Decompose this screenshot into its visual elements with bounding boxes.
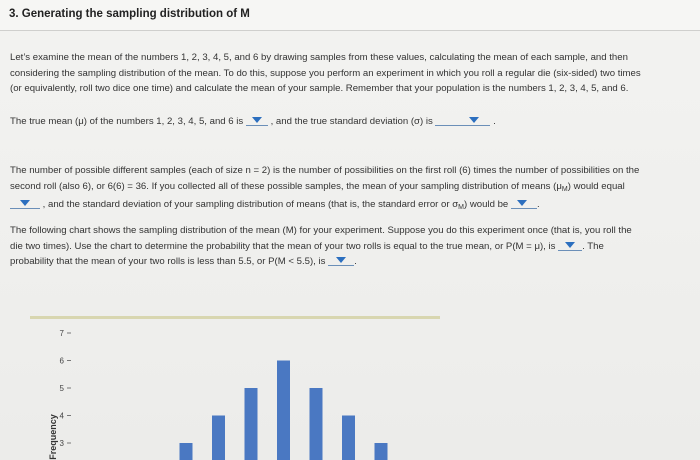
y-tick-label: 6 (59, 356, 64, 366)
histogram-bar (342, 416, 355, 460)
chart-question-line-2-end: . The (582, 240, 604, 252)
samples-line-2-text: second roll (also 6), or 6(6) = 36. If you collected all of these possible samples, the mean of your sampling distribution of means (μ (10, 180, 562, 192)
y-tick-label: 3 (59, 439, 64, 448)
y-tick-label: 7 (59, 329, 64, 338)
chart-top-rule (30, 316, 440, 319)
true-sd-end: . (493, 116, 496, 127)
chevron-down-icon (469, 117, 479, 123)
chart-question-line-2-text: die two times). Use the chart to determine the probability that the mean of your two rolls is equal to the true mean, or P(M = μ), is (10, 240, 556, 252)
chart-question-paragraph (10, 223, 700, 270)
chevron-down-icon (336, 257, 346, 263)
samples-line-3-mid: ) would be (464, 199, 509, 210)
true-mean-paragraph (10, 114, 700, 130)
y-axis-label: Frequency (48, 414, 58, 460)
true-sd-text: , and the true standard deviation (σ) is (270, 116, 433, 127)
chevron-down-icon (517, 200, 527, 206)
samples-line-3 (10, 197, 700, 216)
true-mean-line (10, 114, 700, 130)
chevron-down-icon (565, 242, 575, 248)
chart-question-line-1: The following chart shows the sampling distribution of the mean (M) for your experiment. Suppose you do this experiment once (that is, you roll the (10, 225, 632, 236)
true-mean-text: The true mean (μ) of the numbers 1, 2, 3, 4, 5, and 6 is (10, 116, 244, 127)
samples-line-3-text: , and the standard deviation of your sampling distribution of means (that is, the standard error or σ (42, 199, 459, 210)
chevron-down-icon (252, 117, 262, 123)
histogram-bar (212, 416, 225, 460)
true-sd-dropdown[interactable] (435, 116, 490, 126)
prob-equal-mean-dropdown[interactable] (558, 241, 582, 251)
y-axis-ticks (60, 329, 71, 448)
prob-less-than-dropdown[interactable] (328, 256, 354, 266)
intro-line-2: considering the sampling distribution of the mean. To do this, suppose you perform an experiment in which you roll a regular die (six-sided) two times (10, 67, 641, 79)
sampling-distribution-chart (30, 325, 390, 460)
samples-line-1: The number of possible different samples (each of size n = 2) is the number of possibilities on the first roll (6) times the number of possibilities on the (10, 165, 640, 176)
histogram-bar (310, 388, 323, 460)
histogram-bar (375, 443, 388, 460)
mu-m-subscript: M (561, 185, 568, 193)
y-tick-label: 4 (59, 411, 64, 421)
samples-line-2 (10, 179, 700, 198)
y-tick-label: 5 (59, 384, 64, 393)
standard-error-dropdown[interactable] (511, 199, 537, 209)
sigma-m-subscript: M (458, 204, 464, 211)
sampling-mean-dropdown[interactable] (10, 199, 40, 209)
samples-line-3-end: . (536, 199, 540, 210)
samples-line-2-end: ) would equal (567, 180, 625, 192)
section-title: 3. Generating the sampling distribution of M (9, 8, 250, 20)
bar-group (147, 361, 388, 460)
true-mean-dropdown[interactable] (246, 116, 268, 126)
chevron-down-icon (20, 200, 30, 206)
histogram-bar (245, 388, 258, 460)
section-heading-bar (0, 0, 700, 31)
chart-question-line-3-text: probability that the mean of your two rolls is less than 5.5, or P(M < 5.5), is (10, 256, 326, 267)
intro-line-3: (or equivalently, roll two dice one time) and calculate the mean of your sample. Remember that your population is the numbers 1, 2, 3, 4, 5, and 6. (10, 83, 629, 94)
intro-line-1: Let’s examine the mean of the numbers 1, 2, 3, 4, 5, and 6 by drawing samples from these values, calculating the mean of each sample, and then (10, 52, 628, 63)
histogram-bar (180, 443, 193, 460)
histogram-bar (277, 361, 290, 460)
samples-paragraph (10, 163, 700, 216)
chart-question-line-2 (10, 239, 700, 255)
chart-question-line-3-end: . (354, 256, 357, 267)
intro-paragraph (10, 50, 700, 97)
chart-question-line-3 (10, 254, 700, 270)
